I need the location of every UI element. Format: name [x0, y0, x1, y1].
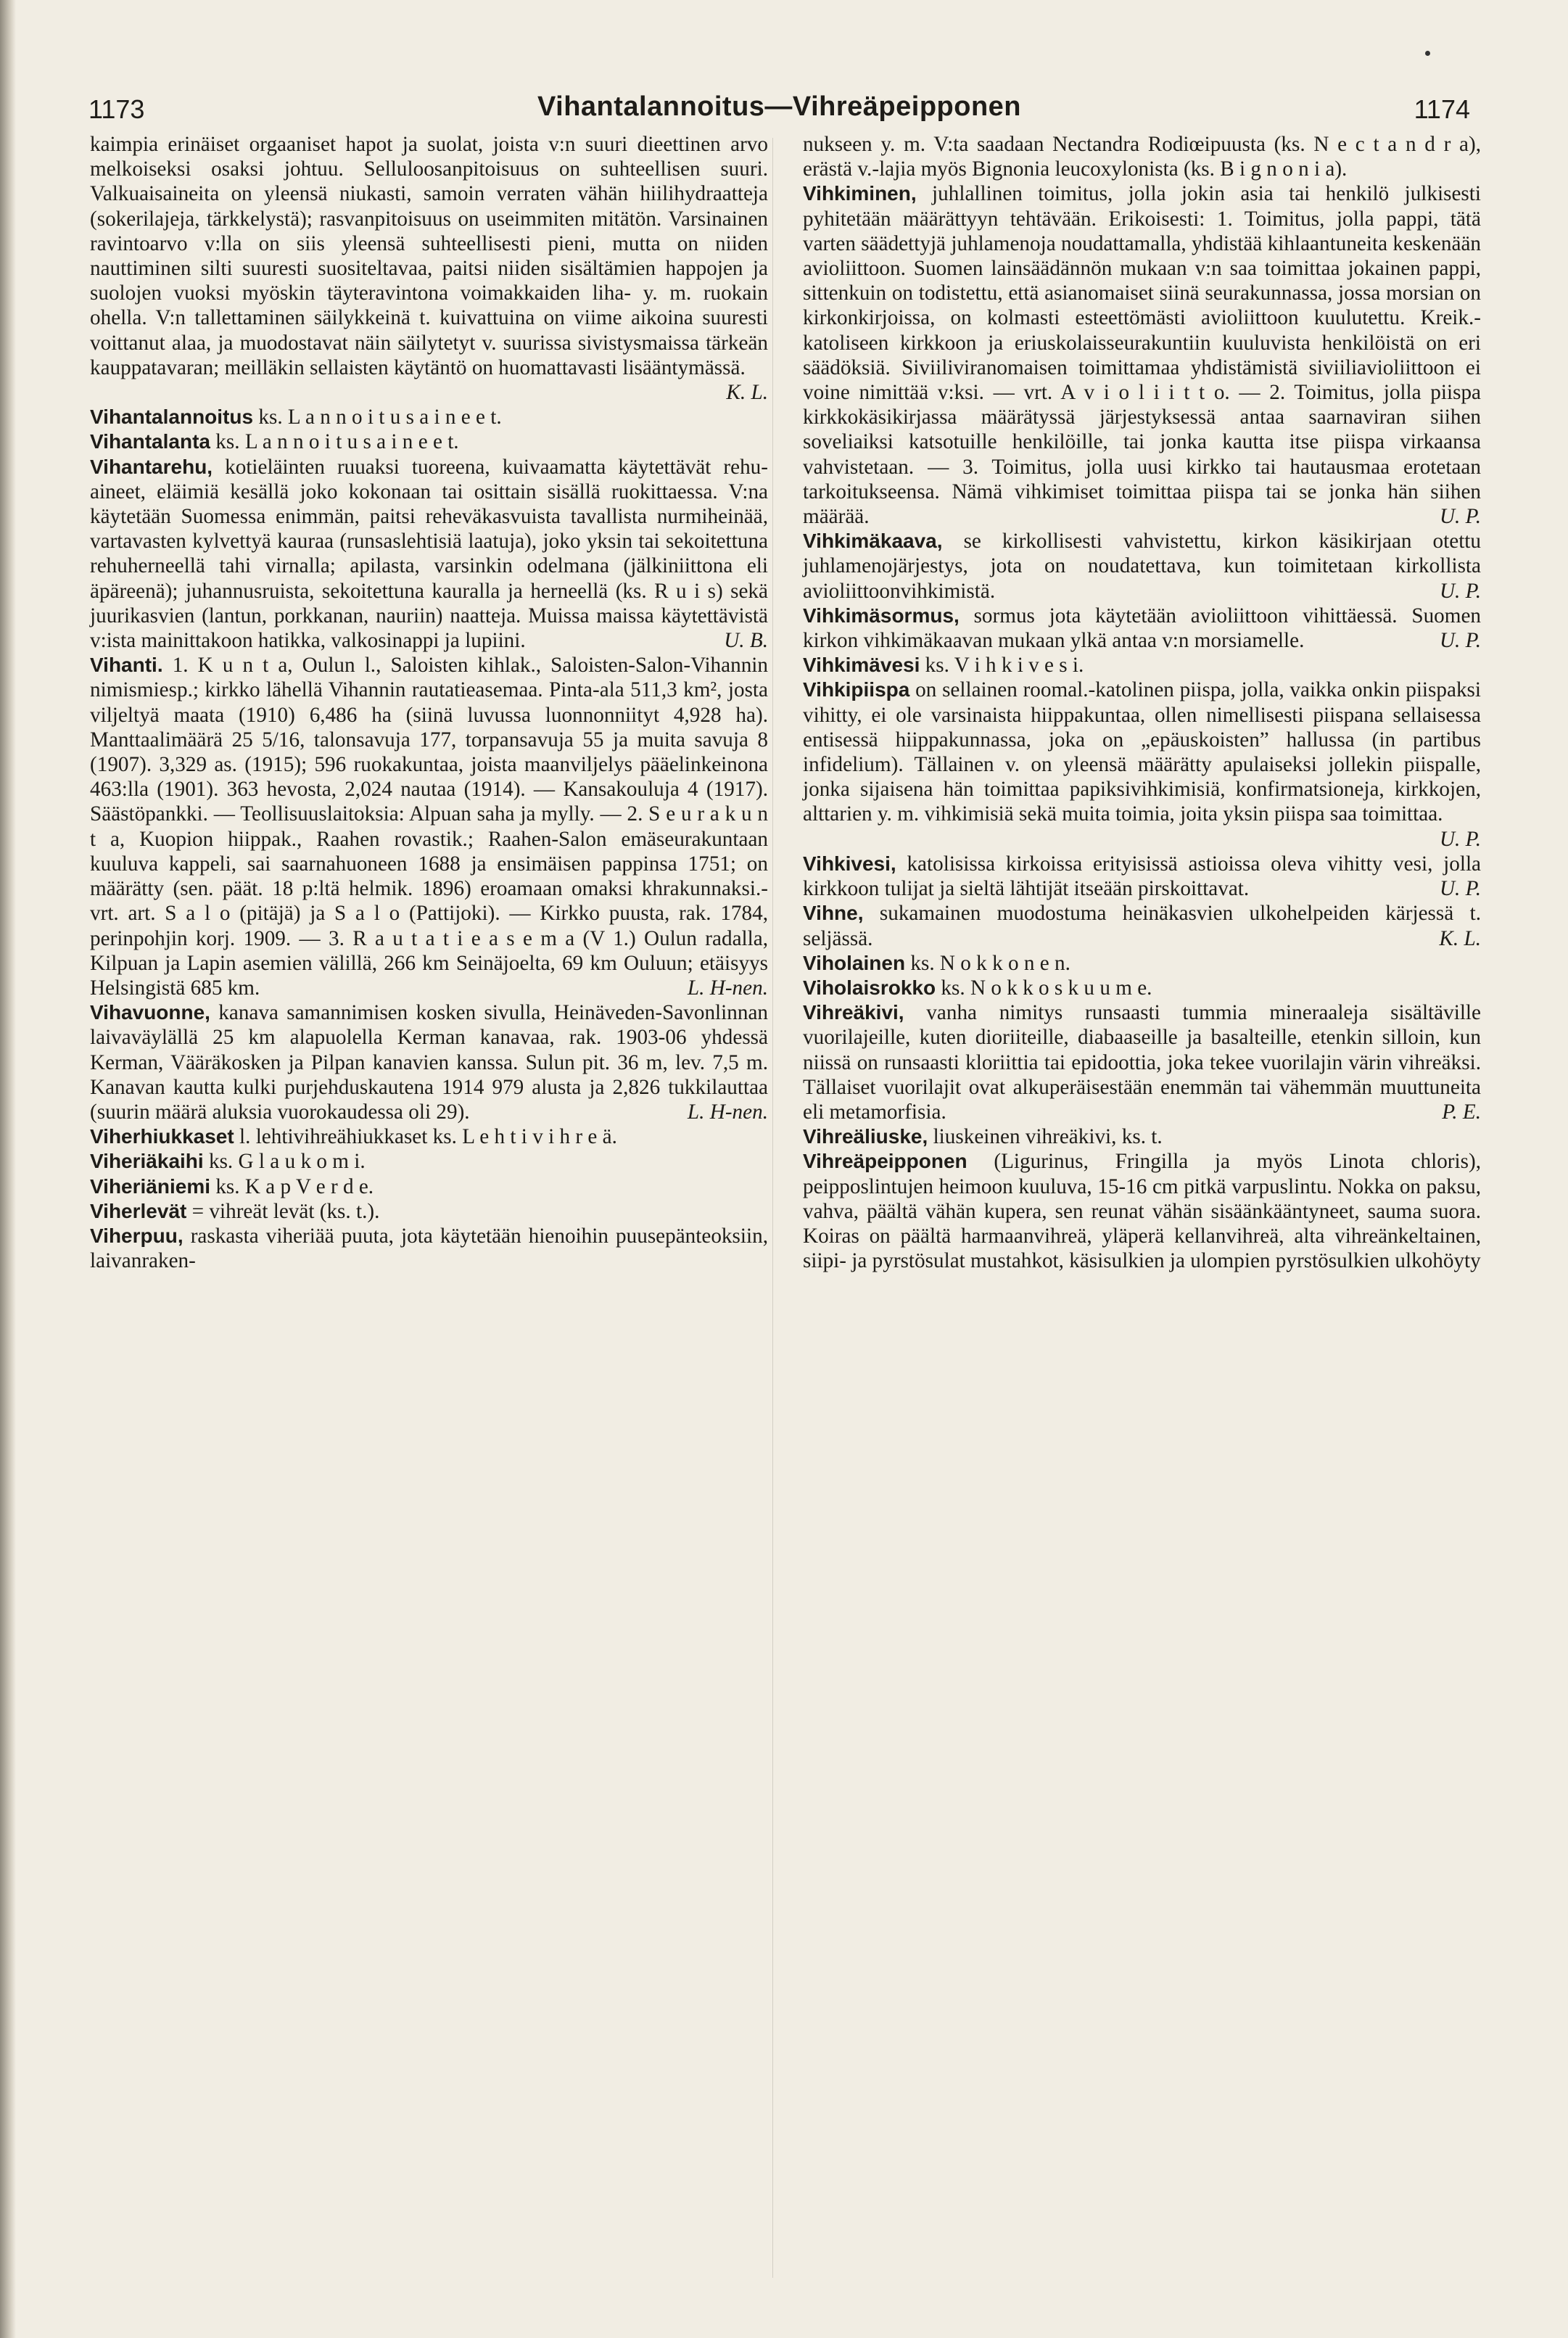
entry-headword: Vihanti.: [90, 654, 163, 677]
entry-headword: Vihreäpeipponen: [803, 1150, 967, 1173]
author-signature: U. P.: [1439, 629, 1481, 653]
left-column: [90, 132, 768, 1273]
entry-text: ks. K a p V e r d e.: [215, 1174, 374, 1198]
entry-headword: Vihantarehu,: [90, 455, 213, 478]
entry-text: on sellainen roomal.-katolinen piispa, jolla, vaikka onkin piispaksi vihitty, ei ole varsinaista hiippakuntaa, ollen nimellisesti piispana sellaisessa entisessä hiippakunnassa, joka on „epäuskoisten” hallussa (in partibus infidelium). Tällainen v. on yleensä määrätty apulaiseksi jollekin piispalle, jonka sijaisena hän toimittaa papiksivihkimisiä, konfirmatsioneja, kirkkojen, alttarien y. m. vihkimisiä sekä muita toimia, joita yksin piispa saa toimittaa.: [803, 678, 1482, 826]
encyclopedia-entry: [90, 132, 768, 405]
entry-headword: Vihavuonne,: [90, 1001, 210, 1024]
entry-headword: Vihkimäkaava,: [803, 530, 943, 553]
encyclopedia-entry: [803, 604, 1481, 653]
encyclopedia-entry: [803, 132, 1481, 181]
entry-text: juhlallinen toimitus, jolla jokin asia tai henkilö julkisesti pyhitetään määrättyyn tehtävään. Erikoisesti: 1. Toimitus, jolla pappi, tätä varten säädettyjä juhlamenoja noudattamalla, yhdistää kihlaantuneita keskenään avioliittoon. Suomen lainsäädännön mukaan v:n saa toimittaa jokainen pappi, sittenkuin on todistettu, että asianomaiset siinä seurakunnassa, jossa morsian on kirkonkirjoissa, on kolmasti esteettömästi avioliittoon kuulutettu. Kreik.-katoliseen kirkkoon ja eriuskolaisseurakuntiin kuuluvista henkilöistä on eri säädöksiä. Siviiliviranomaisen toimittamaa yhdistämistä siviiliavioliittoon ei voine nimittää v:ksi. — vrt. A v i o l i i t t o. — 2. Toimitus, jolla piispa kirkkokäsikirjassa määrätyssä järjestyksessä antaa saarnaviran siihen soveliaiksi katsotuille henkilöille, tai jonka kautta itse piispa virkaansa vahvistetaan. — 3. Toimitus, jolla uusi kirkko tai hautausmaa erotetaan tarkoitukseensa. Nämä vihkimiset toimittaa piispa tai se jonka hän siihen määrää.: [803, 182, 1482, 529]
encyclopedia-entry: [803, 1124, 1481, 1149]
encyclopedia-entry: [90, 1199, 768, 1224]
encyclopedia-entry: [90, 455, 768, 654]
entry-headword: Viheriäkaihi: [90, 1150, 204, 1173]
entry-headword: Vihkipiispa: [803, 678, 910, 701]
entry-headword: Vihreäkivi,: [803, 1001, 904, 1024]
entry-text: ks. G l a u k o m i.: [208, 1150, 366, 1174]
entry-headword: Vihkimäsormus,: [803, 604, 960, 627]
entry-headword: Viholainen: [803, 951, 906, 974]
entry-headword: Viheriäniemi: [90, 1174, 211, 1198]
page-binding-edge: [0, 0, 16, 2338]
entry-headword: Vihkiminen,: [803, 182, 917, 205]
encyclopedia-entry: [90, 1174, 768, 1199]
entry-text: kotieläinten ruuaksi tuoreena, kuivaamatta käytettävät rehu-aineet, eläimiä kesällä joko kokonaan tai osittain sisällä ruokittaessa. V:na käytetään Suomessa enimmän, paitsi reheväkasvuista tavallista nurmiheinää, vartavasten kylvettyä kauraa (runsaslehtisiä laatuja), joko yksin tai sekoitettuna rehuherneellä tahi virnalla; apilasta, varsinkin odelmana (jälkiniittona eli äpäreenä); juhannusruista, sekoitettuna kauralla ja herneellä (ks. R u i s) sekä juurikasvien (lantun, porkkanan, nauriin) naatteja. Muissa maissa käytettävistä v:ista mainittakoon hatikka, valkosinappi ja lupiini.: [90, 455, 768, 653]
entry-text: sormus jota käytetään avioliittoon vihittäessä. Suomen kirkon vihkimäkaavan mukaan ylkä antaa v:n morsiamelle.: [803, 604, 1482, 653]
page-number-right: 1174: [1414, 94, 1470, 124]
entry-headword: Vihreäliuske,: [803, 1125, 928, 1148]
author-signature: K. L.: [726, 381, 768, 405]
encyclopedia-entry: [803, 1000, 1481, 1124]
entry-text: ks. L a n n o i t u s a i n e e t.: [215, 430, 459, 454]
page-number-left: 1173: [88, 94, 145, 124]
entry-headword: Vihkimävesi: [803, 654, 920, 677]
entry-text: katolisissa kirkoissa erityisissä astioissa oleva vihitty vesi, jolla kirkkoon tulijat ja sieltä lähtijät itseään pirskoittavat.: [803, 852, 1482, 901]
encyclopedia-entry: [90, 653, 768, 1000]
entry-headword: Viherpuu,: [90, 1224, 183, 1247]
encyclopedia-entry: [90, 1124, 768, 1149]
running-title: Vihantalannoitus—Vihreäpeipponen: [537, 91, 1022, 122]
entry-text: nukseen y. m. V:ta saadaan Nectandra Rodiœipuusta (ks. N e c t a n d r a), erästä v.-lajia myös Bignonia leucoxylonista (ks. B i g n o n i a).: [803, 133, 1481, 181]
author-signature: L. H-nen.: [687, 1100, 768, 1124]
entry-text: ks. L a n n o i t u s a i n e e t.: [258, 406, 502, 429]
encyclopedia-entry: [90, 429, 768, 454]
author-signature: K. L.: [1439, 926, 1481, 950]
entry-text: l. lehtivihreähiukkaset ks. L e h t i v i h r e ä.: [239, 1125, 617, 1149]
entry-text: liuskeinen vihreäkivi, ks. t.: [933, 1125, 1163, 1149]
encyclopedia-entry: [90, 1000, 768, 1124]
entry-headword: Vihne,: [803, 902, 864, 925]
encyclopedia-entry: [803, 901, 1481, 950]
encyclopedia-entry: [90, 405, 768, 429]
entry-headword: Vihkivesi,: [803, 852, 896, 875]
entry-text: se kirkollisesti vahvistettu, kirkon käsikirjaan otettu juhlamenojärjestys, jota on noudatettava, kun toimitetaan kirkollista avioliittoonvihkimistä.: [803, 530, 1482, 603]
entry-headword: Vihantalanta: [90, 430, 210, 453]
entry-headword: Viherlevät: [90, 1199, 187, 1222]
author-signature: U. B.: [724, 629, 768, 653]
column-divider: [772, 138, 773, 2278]
entry-text: sukamainen muodostuma heinäkasvien ulkohelpeiden kärjessä t. seljässä.: [803, 902, 1481, 950]
encyclopedia-entry: [803, 678, 1481, 851]
author-signature: U. P.: [1439, 827, 1481, 851]
encyclopedia-entry: [803, 976, 1481, 1000]
encyclopedia-entry: [90, 1224, 768, 1273]
entry-text: ks. N o k k o n e n.: [910, 951, 1070, 975]
encyclopedia-entry: [803, 181, 1481, 529]
page-header: [88, 89, 1470, 132]
entry-text: = vihreät levät (ks. t.).: [191, 1199, 380, 1223]
entry-text: kaimpia erinäiset orgaaniset hapot ja suolat, joista v:n suuri dieettinen arvo melkoiseksi osaksi johtuu. Selluloosanpitoisuus on suhteellisen suuri. Valkuaisaineita on yleensä niukasti, samoin verraten vähän hiilihydraatteja (sokerilajeja, tärkkelystä); rasvanpitoisuus on useimmiten mitätön. Varsinainen ravintoarvo v:lla on siis yleensä suhteellisesti pieni, mutta on niiden nauttiminen silti suuresti suositeltavaa, paitsi niiden sisältämien happojen ja suolojen vuoksi myöskin täyteravintona voimakkaiden liha- y. m. ruokain ohella. V:n tallettaminen säilykkeinä t. kuivattuina on viime aikoina suuresti voittanut alaa, ja muodostavat näin säilytetyt v. suurissa sivistysmaissa tärkeän kauppatavaran; meilläkin sellaisten käytäntö on huomattavasti lisääntymässä.: [90, 133, 768, 379]
encyclopedia-entry: [803, 1149, 1481, 1273]
encyclopedia-entry: [803, 653, 1481, 678]
encyclopedia-entry: [803, 951, 1481, 976]
author-signature: U. P.: [1439, 579, 1481, 603]
entry-headword: Viholaisrokko: [803, 976, 936, 999]
entry-text: ks. N o k k o s k u u m e.: [941, 976, 1152, 1000]
entry-headword: Viherhiukkaset: [90, 1125, 234, 1148]
author-signature: L. H-nen.: [687, 976, 768, 1000]
right-column: [803, 132, 1481, 1273]
encyclopedia-entry: [90, 1149, 768, 1174]
author-signature: U. P.: [1439, 877, 1481, 901]
author-signature: U. P.: [1439, 505, 1481, 529]
entry-text: (Ligurinus, Fringilla ja myös Linota chloris), peipposlintujen heimoon kuuluva, 15-16 cm pitkä varpuslintu. Nokka on paksu, vahva, päältä vähän kupera, sen reunat vähän sisäänkääntyneet, sauma suora. Koiras on päältä harmaanvihreä, yläperä kellanvihreä, alta vihreänkeltainen, siipi- ja pyrstösulat mustahkot, käsisulkien ja ulompien pyrstösulkien ulkohöyty: [803, 1150, 1482, 1273]
author-signature: P. E.: [1442, 1100, 1481, 1124]
entry-text: kanava samannimisen kosken sivulla, Heinäveden-Savonlinnan laivaväylällä 25 km alapuolella Kerman kanavaa, rak. 1903-06 yhdessä Kerman, Vääräkosken ja Pilpan kanavien kanssa. Sulun pit. 36 m, lev. 7,5 m. Kanavan kautta kulki purjehduskautena 1914 979 alusta ja 2,826 tukkilauttaa (suurin määrä aluksia vuorokaudessa oli 29).: [90, 1001, 768, 1124]
entry-text: ks. V i h k i v e s i.: [925, 654, 1084, 678]
entry-headword: Vihantalannoitus: [90, 406, 254, 429]
print-speck: [1425, 51, 1430, 56]
entry-text: raskasta viheriää puuta, jota käytetään hienoihin puusepänteoksiin, laivanraken-: [90, 1224, 768, 1273]
entry-text: 1. K u n t a, Oulun l., Saloisten kihlak., Saloisten-Salon-Vihannin nimismiesp.; kirkko lähellä Vihannin rautatieasemaa. Pinta-ala 511,3 km², josta viljeltyä maata (1910) 6,486 ha (siinä luvussa luonnonniityt 4,928 ha). Manttaalimäärä 25 5/16, talonsavuja 177, torpansavuja 55 ja muita savuja 8 (1907). 3,329 as. (1915); 596 ruokakuntaa, joista maanviljelys pääelinkeinona 463:lla (1901). 363 hevosta, 2,024 nautaa (1914). — Kansakouluja 4 (1917). Säästöpankki. — Teollisuuslaitoksia: Alpuan saha ja mylly. — 2. S e u r a k u n t a, Kuopion hiippak., Raahen rovastik.; Raahen-Salon emäseurakuntaan kuuluva kappeli, sai saarnahuoneen 1688 ja ensimäisen pappinsa 1751; on määrätty (sen. päät. 18 p:ltä helmik. 1896) eroamaan omaksi khrakunnaksi.- vrt. art. S a l o (pitäjä) ja S a l o (Pattijoki). — Kirkko puusta, rak. 1784, perinpohjin korj. 1909. — 3. R a u t a t i e a s e m a (V 1.) Oulun radalla, Kilpuan ja Lapin asemien välillä, 266 km Seinäjoelta, 69 km Ouluun; etäisyys Helsingistä 685 km.: [90, 654, 768, 1000]
encyclopedia-entry: [803, 529, 1481, 604]
encyclopedia-entry: [803, 852, 1481, 901]
entry-text: vanha nimitys runsaasti tummia mineraaleja sisältäville vuorilajeille, kuten dioriiteille, diabaaseille ja basalteille, etenkin silloin, kun niissä on runsaasti kloriittia tai epidoottia, joka tekee vuorilajin värin vihreäksi. Tällaiset vuorilajit ovat alkuperäisestään enemmän tai vähemmän muuttuneita eli metamorfisia.: [803, 1001, 1481, 1124]
